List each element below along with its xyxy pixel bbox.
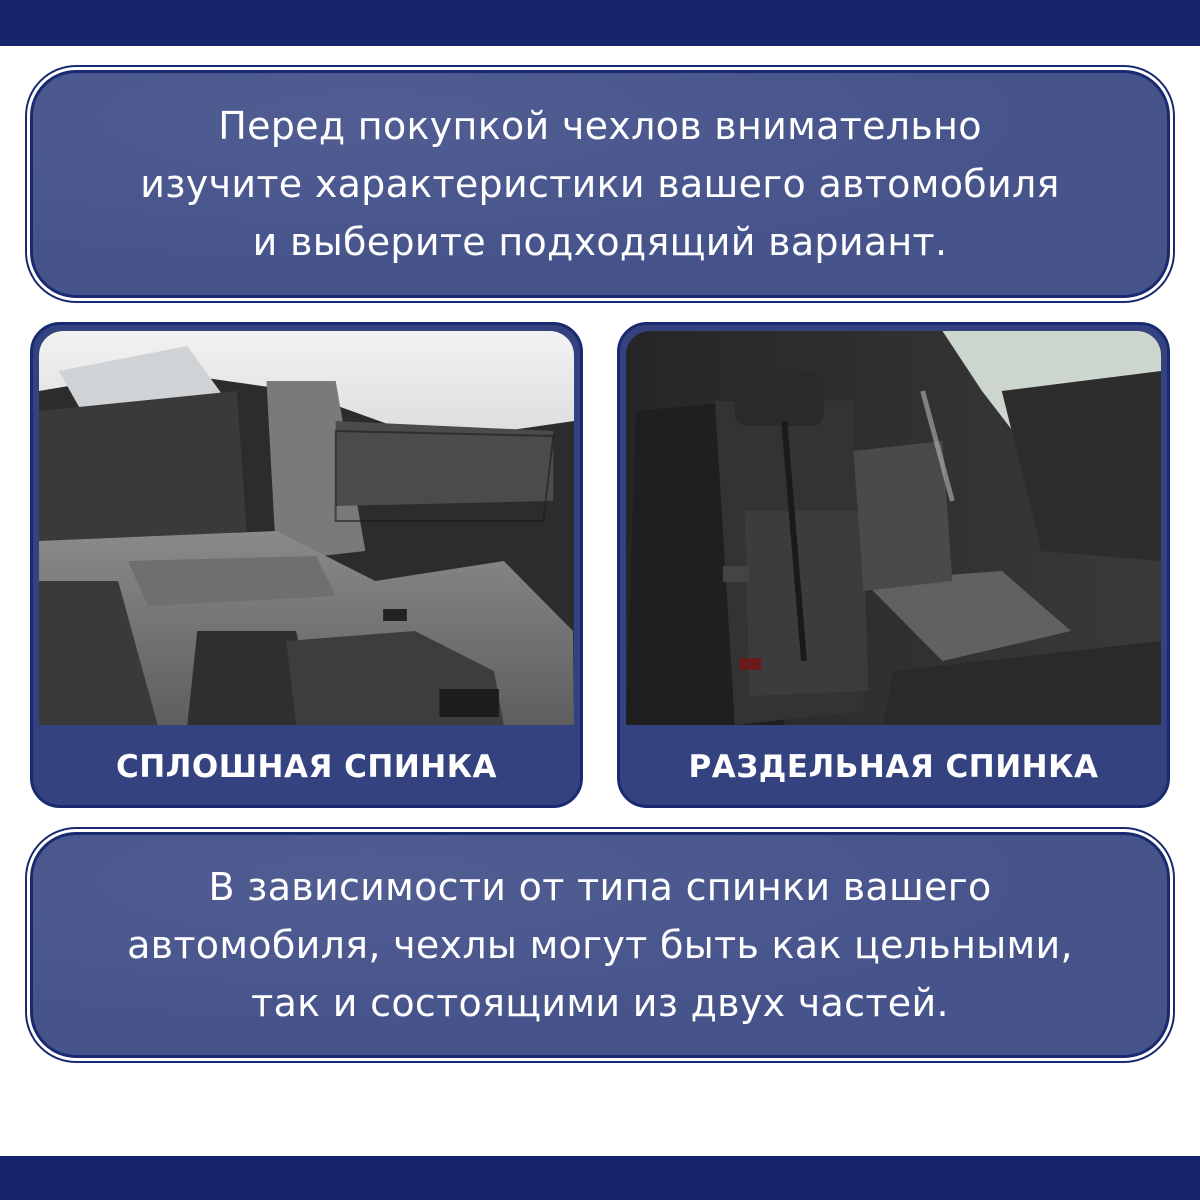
bottom-banner xyxy=(0,1156,1200,1200)
card-split-backrest xyxy=(617,322,1170,808)
info-top-text: Перед покупкой чехлов внимательно изучите характеристики вашего автомобиля и выберите подходящий вариант. xyxy=(140,104,1060,264)
top-banner xyxy=(0,0,1200,46)
info-bottom-text: В зависимости от типа спинки вашего автомобиля, чехлы могут быть как цельными, так и состоящими из двух частей. xyxy=(127,865,1073,1025)
car-interior-solid-backrest-photo xyxy=(39,331,574,725)
info-box-top xyxy=(30,70,1170,298)
card-solid-backrest xyxy=(30,322,583,808)
card-split-caption: РАЗДЕЛЬНАЯ СПИНКА xyxy=(688,749,1099,785)
card-solid-caption: СПЛОШНАЯ СПИНКА xyxy=(115,749,498,785)
info-box-bottom xyxy=(30,832,1170,1058)
car-interior-split-backrest-photo xyxy=(626,331,1161,725)
